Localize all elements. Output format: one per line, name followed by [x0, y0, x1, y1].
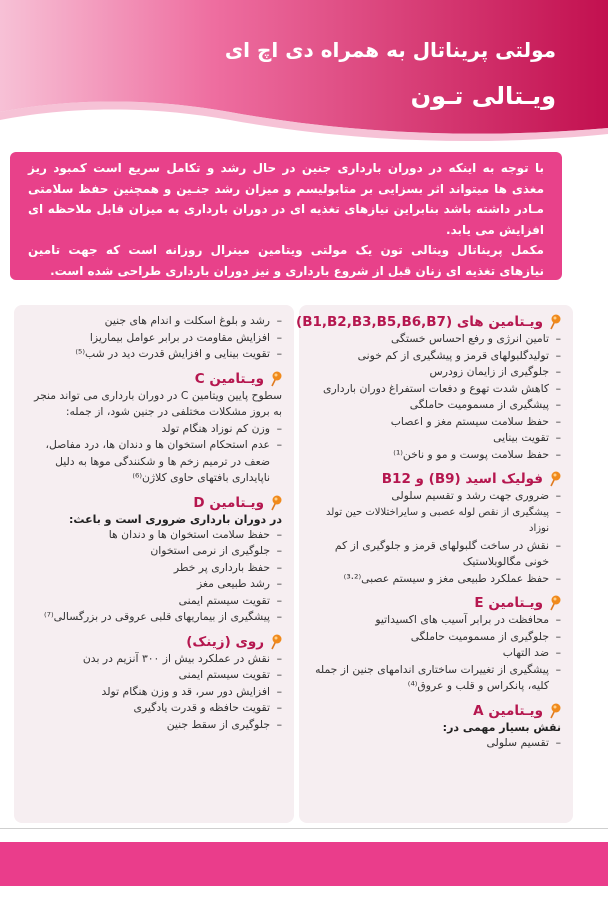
list-item: – نقش در ساخت گلبولهای قرمز و جلوگیری از کم خونی مگالوبلاستیک [311, 538, 561, 571]
header-wave-graphic [0, 0, 608, 150]
list-item: – جلوگیری از نرمی استخوان [26, 543, 282, 560]
left-column [14, 305, 294, 823]
list-item: – عدم استحکام استخوان ها و دندان ها، درد مفاصل، ضعف در ترمیم زخم ها و شکنندگی موها به دلیل ناپایداری بافتهای حاوی کلاژن⁽⁶⁾ [26, 437, 282, 487]
list-item: – حفظ بارداری پر خطر [26, 560, 282, 577]
list-item: – پیشگیری از تغییرات ساختاری اندامهای جنین از جمله کلیه، پانکراس و قلب و عروق⁽⁴⁾ [311, 662, 561, 695]
section-title: ویـتامین A [473, 702, 543, 719]
pin-icon [547, 313, 561, 331]
list-item: – تقسیم سلولی [311, 735, 561, 752]
list-item: – کاهش شدت تهوع و دفعات استفراغ دوران بارداری [311, 381, 561, 398]
list-item: – حفظ سلامت استخوان ها و دندان ها [26, 527, 282, 544]
list-item: – تقویت بینایی و افزایش قدرت دید در شب⁽⁵⁾ [26, 346, 282, 363]
section-title: ویـتامین C [194, 370, 264, 387]
list-item: – پیشگیری از نقص لوله عصبی و سایراختلالات حین تولد نوزاد [311, 505, 561, 538]
item-list [26, 421, 282, 487]
product-title: مولتی پریناتال به همراه دی اچ ای [224, 38, 556, 62]
list-item: – تقویت سیستم ایمنی [26, 667, 282, 684]
section-title: فولیک اسید (B9) و B12 [381, 471, 543, 487]
footer-divider [0, 828, 608, 829]
section-vitamin-a [311, 702, 561, 752]
section-vitamin-e [311, 594, 561, 695]
list-item: – افزایش مقاومت در برابر عوامل بیماریزا [26, 330, 282, 347]
list-item: – جلوگیری از زایمان زودرس [311, 364, 561, 381]
intro-paragraph-2: مکمل پریناتال ویتالی تون یک مولتی ویتامین مینرال روزانه است که جهت تامین نیازهای تغذیه ای زنان قبل از شروع بارداری و نیز دوران بارداری طراحی شده است. [28, 243, 544, 278]
list-item: – جلوگیری از سقط جنین [26, 717, 282, 734]
list-item: – تولیدگلبولهای قرمز و پیشگیری از کم خونی [311, 348, 561, 365]
right-column [296, 305, 573, 823]
list-item: – ضروری جهت رشد و تقسیم سلولی [311, 488, 561, 505]
item-list [311, 331, 561, 463]
section-vitamin-a-continued [26, 313, 282, 363]
section-subtitle: در دوران بارداری ضروری است و باعث: [69, 512, 282, 526]
list-item: – رشد طبیعی مغز [26, 576, 282, 593]
list-item: – حفظ عملکرد طبیعی مغز و سیستم عصبی⁽²·³⁾ [311, 571, 561, 588]
item-list [26, 651, 282, 734]
list-item: – حفظ سلامت سیستم مغز و اعصاب [311, 414, 561, 431]
item-list [311, 735, 561, 752]
pin-icon [268, 494, 282, 512]
section-vitamin-b [296, 313, 561, 463]
section-zinc [26, 633, 282, 734]
list-item: – پیشگیری از بیماریهای قلبی عروقی در بزرگسالی⁽⁷⁾ [26, 609, 282, 626]
section-title: ویـتامین های (B1,B2,B3,B5,B6,B7) [296, 314, 543, 330]
section-vitamin-c [26, 370, 282, 487]
list-item: – جلوگیری از مسمومیت حاملگی [311, 629, 561, 646]
list-item: – افزایش دور سر، قد و وزن هنگام تولد [26, 684, 282, 701]
item-list [311, 488, 561, 587]
list-item: – حفظ سلامت پوست و مو و ناخن⁽¹⁾ [311, 447, 561, 464]
section-title: ویـتامین D [193, 494, 264, 511]
pin-icon [547, 470, 561, 488]
list-item: – تقویت سیستم ایمنی [26, 593, 282, 610]
pin-icon [547, 594, 561, 612]
item-list [311, 612, 561, 695]
section-subtitle: نقش بسیار مهمی در: [442, 720, 561, 734]
item-list [26, 527, 282, 626]
list-item: – تقویت حافظه و قدرت یادگیری [26, 700, 282, 717]
pin-icon [268, 370, 282, 388]
header-banner [0, 0, 608, 150]
section-vitamin-d [26, 494, 282, 626]
list-item: – تامین انرژی و رفع احساس خستگی [311, 331, 561, 348]
list-item: – وزن کم نوزاد هنگام تولد [26, 421, 282, 438]
section-title: ویـتامین E [474, 595, 543, 611]
intro-box [10, 152, 562, 280]
list-item: – ضد التهاب [311, 645, 561, 662]
list-item: – رشد و بلوغ اسکلت و اندام های جنین [26, 313, 282, 330]
section-folic-acid [311, 470, 561, 587]
section-text: سطوح پایین ویتامین C در دوران بارداری می تواند منجر به بروز مشکلات مختلفی در جنین شود، از جمله: [34, 388, 282, 418]
list-item: – پیشگیری از مسمومیت حاملگی [311, 397, 561, 414]
item-list [26, 313, 282, 363]
list-item: – تقویت بینایی [311, 430, 561, 447]
intro-paragraph-1: با توجه به اینکه در دوران بارداری جنین در حال رشد و تکامل سریع است کمبود ریز مغذی ها میتواند اثر بسزایی بر متابولیسم و میزان رشد جنـین و همچنین حفظ سلامتی مـادر داشته باشد بنابراین نیازهای تغذیه ای در دوران بارداری به میزان قابل ملاحظه ای افزایش می یابد. [28, 161, 544, 237]
section-title: روی (زینک) [186, 633, 264, 650]
pin-icon [268, 633, 282, 651]
list-item: – نقش در عملکرد بیش از ۳۰۰ آنزیم در بدن [26, 651, 282, 668]
product-name: ویـتالی تـون [410, 82, 556, 110]
list-item: – محافظت در برابر آسیب های اکسیداتیو [311, 612, 561, 629]
pin-icon [547, 702, 561, 720]
footer-band [0, 842, 608, 886]
